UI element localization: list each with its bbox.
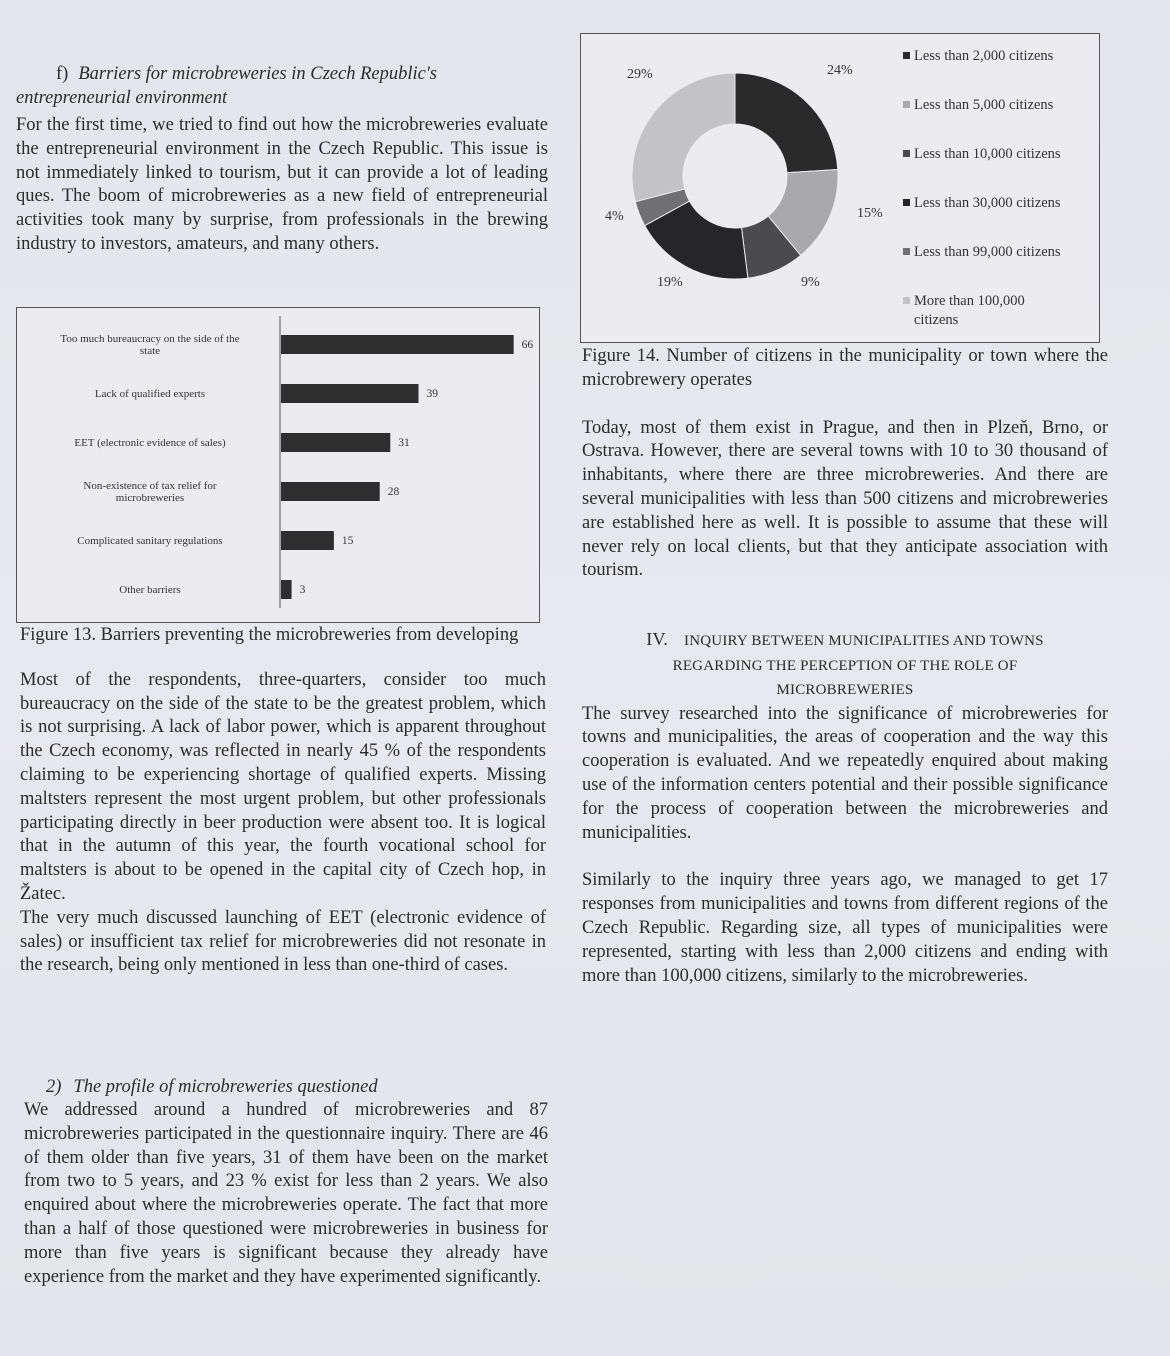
paragraph-survey: The survey researched into the significance of microbreweries for towns and municipalities, the areas of cooperation and the way this cooperation is evaluated. And we repeatedly enquired about making use of the information centers potential and their possible significance for the process of cooperation between the microbreweries and municipalities. — [582, 703, 1108, 843]
donut-percent-label: 19% — [657, 275, 683, 290]
legend-label: Less than 10,000 citizens — [914, 146, 1061, 162]
legend-swatch — [903, 101, 910, 108]
bar-category-label: Other barriers — [119, 584, 181, 596]
left-column-bottom — [24, 1075, 548, 1289]
legend-label: More than 100,000 — [914, 293, 1025, 309]
bar-3 — [281, 433, 390, 452]
paragraph-profile: We addressed around a hundred of microbreweries and 87 microbreweries participated in the questionnaire inquiry. There are 46 of them older than five years, 31 of them have been on the market from two to 5 years, and 23 % exist for less than 2 years. We also enquired about where the microbreweries operate. The fact that more than a half of those questioned were microbreweries in business for more than five years is significant because they already have experience from the market and they have experimented significantly. — [24, 1100, 548, 1287]
section-4-number: IV. — [646, 629, 669, 650]
figure-14-caption: Figure 14. Number of citizens in the municipality or town where the microbrewery operates — [582, 346, 1108, 390]
bar-6 — [281, 580, 292, 599]
donut-percent-label: 24% — [827, 63, 853, 78]
section-2-title: The profile of microbreweries questioned — [73, 1077, 378, 1097]
donut-percent-label: 15% — [857, 206, 883, 221]
left-column — [16, 62, 548, 257]
donut-slice-6 — [632, 73, 735, 202]
bar-category-label: Lack of qualified experts — [94, 388, 206, 400]
donut-percent-label: 9% — [801, 275, 820, 290]
donut-percent-label: 4% — [605, 209, 624, 224]
bar-category-label: Non-existence of tax relief for — [83, 480, 217, 492]
bar-value-label: 3 — [299, 584, 306, 596]
bar-category-label: EET (electronic evidence of sales) — [74, 437, 226, 449]
bar-value-label: 31 — [398, 437, 410, 449]
bar-value-label: 66 — [521, 339, 534, 351]
legend-swatch — [903, 248, 910, 255]
right-column — [582, 345, 1108, 988]
bar-4 — [281, 482, 380, 501]
bar-2 — [281, 384, 418, 403]
donut-chart-svg — [581, 34, 1099, 342]
legend-label: Less than 99,000 citizens — [914, 244, 1061, 260]
bar-category-label: state — [139, 345, 161, 357]
legend-swatch — [903, 297, 910, 304]
section-f-title-line2: entrepreneurial environment — [16, 88, 228, 108]
legend-label: citizens — [914, 312, 959, 328]
section-4-line2: REGARDING THE PERCEPTION OF THE ROLE OF — [672, 657, 1018, 674]
bar-category-label: Too much bureaucracy on the side of the — [60, 333, 240, 345]
paragraph-eet: The very much discussed launching of EET (electronic evidence of sales) or insufficient tax relief for microbreweries did not resonate in the research, being only mentioned in less than one-third of cases. — [20, 907, 546, 976]
donut-percent-label: 29% — [627, 67, 653, 82]
donut-slice-1 — [735, 73, 838, 173]
section-f-heading — [56, 62, 548, 86]
legend-label: Less than 2,000 citizens — [914, 48, 1054, 64]
section-2-heading — [46, 1075, 548, 1099]
bar-5 — [281, 531, 334, 550]
bar-1 — [281, 335, 514, 354]
section-4-heading — [582, 627, 1108, 703]
section-2-number: 2) — [46, 1077, 62, 1097]
bar-category-label: Complicated sanitary regulations — [77, 535, 223, 547]
paragraph-responses: Similarly to the inquiry three years ago, we managed to get 17 responses from municipalities and towns from different regions of the Czech Republic. Regarding size, all types of municipalities were represented, starting with less than 2,000 citizens and ending with more than 100,000 citizens, similarly to the microbreweries. — [582, 870, 1108, 986]
legend-label: Less than 30,000 citizens — [914, 195, 1061, 211]
figure-14-donut-chart — [580, 33, 1100, 343]
figure-13-bar-chart — [16, 307, 540, 623]
bar-value-label: 15 — [341, 535, 354, 547]
bar-chart-svg — [17, 308, 539, 622]
left-column-lower — [20, 624, 546, 1001]
figure-13-caption: Figure 13. Barriers preventing the microbreweries from developing — [20, 625, 519, 645]
section-4-line3: MICROBREWERIES — [776, 682, 914, 699]
section-f-title-line1: Barriers for microbreweries in Czech Republic's — [78, 64, 438, 84]
bar-category-label: microbreweries — [115, 492, 185, 504]
legend-label: Less than 5,000 citizens — [914, 97, 1054, 113]
paragraph-locations: Today, most of them exist in Prague, and then in Plzeň, Brno, or Ostrava. However, there are several towns with 10 to 30 thousand of inhabitants, where there are three microbreweries. And there are several municipalities with less than 500 citizens and microbreweries are established here as well. It is possible to assume that these will never rely on local clients, but that they anticipate association with tourism. — [582, 417, 1108, 581]
bar-value-label: 28 — [387, 486, 400, 498]
legend-swatch — [903, 52, 910, 59]
section-4-line1: INQUIRY BETWEEN MUNICIPALITIES AND TOWNS — [684, 633, 1044, 650]
paragraph-bureaucracy: Most of the respondents, three-quarters, consider too much bureaucracy on the side of the state to be the greatest problem, which is not surprising. A lack of labor power, which is apparent throughout the Czech economy, was reflected in nearly 45 % of the respondents claiming to be experiencing shortage of qualified experts. Missing maltsters represent the most urgent problem, but other professionals participating directly in beer production were absent too. It is logical that in the autumn of this year, the fourth vocational school for maltsters is about to be opened in the capital city of Czech hop, in Žatec. — [20, 669, 546, 904]
paragraph-environment: For the first time, we tried to find out how the microbreweries evaluate the entrepreneurial environment in the Czech Republic. This issue is not immediately linked to tourism, but it can provide a lot of leading ques. The boom of microbreweries as a new field of entrepreneurial activities took many by surprise, from professionals in the brewing industry to investors, amateurs, and many others. — [16, 115, 548, 254]
section-f-number: f) — [56, 64, 69, 84]
bar-value-label: 39 — [426, 388, 438, 400]
legend-swatch — [903, 150, 910, 157]
legend-swatch — [903, 199, 910, 206]
